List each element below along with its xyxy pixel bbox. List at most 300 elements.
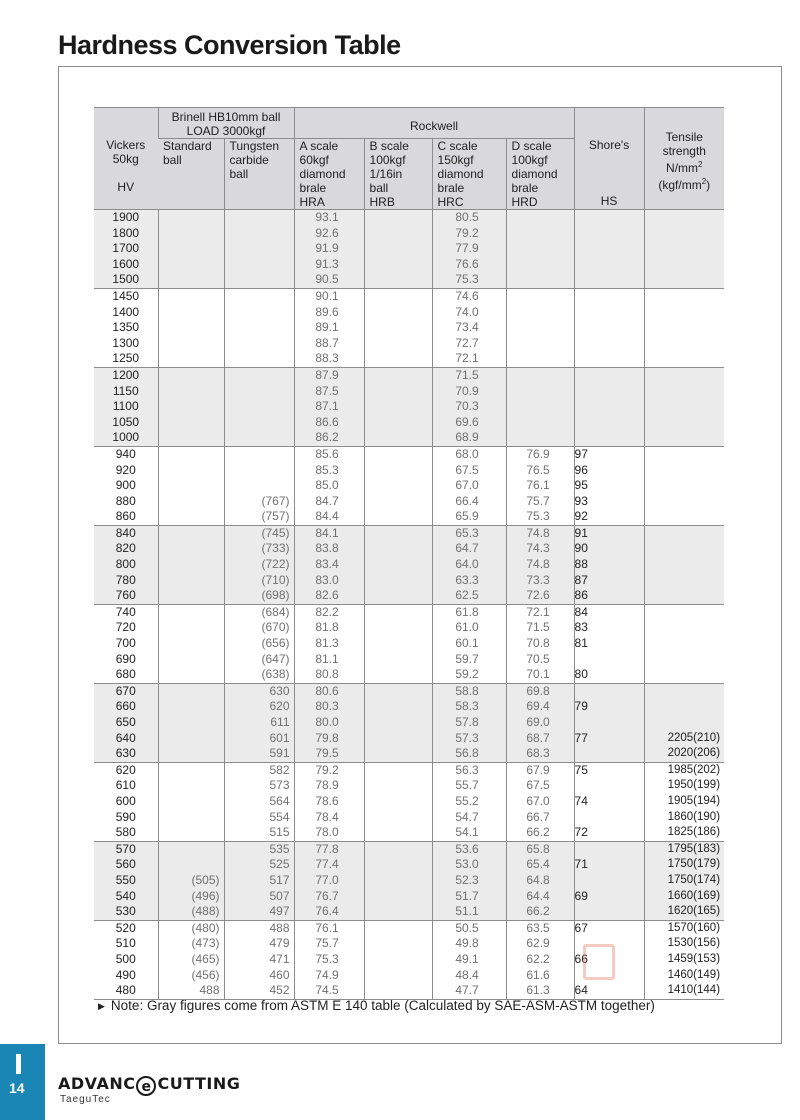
cell-hra: 87.9 xyxy=(294,367,364,383)
cell-hra: 84.7 xyxy=(294,494,364,510)
cell-hra: 90.5 xyxy=(294,272,364,288)
cell-tensile: 1795(183) xyxy=(644,841,724,857)
cell-hrd: 72.6 xyxy=(506,588,574,604)
cell-tungsten-ball: (733) xyxy=(224,541,294,557)
cell-hra: 78.6 xyxy=(294,794,364,810)
cell-standard-ball xyxy=(158,494,224,510)
table-row xyxy=(94,952,724,968)
cell-hs: 97 xyxy=(574,446,644,462)
cell-hrc: 47.7 xyxy=(432,983,506,999)
cell-hrc: 66.4 xyxy=(432,494,506,510)
cell-hrb xyxy=(364,399,432,415)
cell-tensile xyxy=(644,336,724,352)
cell-hrb xyxy=(364,573,432,589)
cell-hrc: 51.7 xyxy=(432,889,506,905)
table-row xyxy=(94,715,724,731)
cell-hrc: 48.4 xyxy=(432,968,506,984)
table-row xyxy=(94,873,724,889)
cell-hs: 92 xyxy=(574,509,644,525)
cell-hrd: 75.3 xyxy=(506,509,574,525)
cell-hra: 81.8 xyxy=(294,620,364,636)
table-row xyxy=(94,541,724,557)
cell-hv: 1700 xyxy=(94,241,158,257)
cell-hra: 93.1 xyxy=(294,210,364,226)
cell-tensile xyxy=(644,351,724,367)
table-row xyxy=(94,351,724,367)
cell-hrc: 64.7 xyxy=(432,541,506,557)
cell-tungsten-ball xyxy=(224,351,294,367)
cell-tungsten-ball: 591 xyxy=(224,746,294,762)
cell-hv: 610 xyxy=(115,778,136,793)
cell-hrc: 68.9 xyxy=(432,430,506,446)
cell-hrb xyxy=(364,588,432,604)
cell-hv: 480 xyxy=(94,983,158,999)
cell-hrc: 54.7 xyxy=(432,810,506,826)
cell-standard-ball xyxy=(158,825,224,841)
cell-hrc: 62.5 xyxy=(432,588,506,604)
table-row xyxy=(94,210,724,226)
cell-tungsten-ball: (757) xyxy=(224,509,294,525)
cell-tungsten-ball: 554 xyxy=(224,810,294,826)
cell-hs: 84 xyxy=(574,604,644,620)
cell-hv: 1100 xyxy=(94,399,158,415)
cell-tungsten-ball xyxy=(224,430,294,446)
footnote xyxy=(98,998,655,1013)
cell-hs: 72 xyxy=(574,825,644,841)
cell-hrd xyxy=(506,430,574,446)
cell-tensile: 1620(165) xyxy=(644,904,724,920)
cell-hrb xyxy=(364,384,432,400)
cell-hrb xyxy=(364,494,432,510)
cell-hs: 79 xyxy=(574,699,644,715)
cell-tensile xyxy=(644,541,724,557)
cell-hv: 1200 xyxy=(94,367,158,383)
cell-tensile: 1985(202) xyxy=(644,762,724,778)
cell-hv: 580 xyxy=(94,825,158,841)
cell-hrc: 53.0 xyxy=(432,857,506,873)
table-row xyxy=(94,762,724,778)
table-row xyxy=(94,825,724,841)
cell-hrb xyxy=(364,241,432,257)
cell-hrd: 69.0 xyxy=(506,715,574,731)
cell-hrd: 65.8 xyxy=(506,841,574,857)
cell-hrc: 54.1 xyxy=(432,825,506,841)
cell-hs xyxy=(574,873,644,889)
cell-standard-ball xyxy=(158,351,224,367)
cell-hra: 89.6 xyxy=(294,305,364,321)
table-row xyxy=(94,430,724,446)
d-scale-header: D scale 100kgf diamond brale HRD xyxy=(506,139,574,210)
cell-hs xyxy=(574,904,644,920)
cell-hrb xyxy=(364,731,432,747)
cell-standard-ball xyxy=(158,272,224,288)
cell-standard-ball xyxy=(158,810,224,826)
cell-hrc: 57.8 xyxy=(432,715,506,731)
cell-hs: 74 xyxy=(574,794,644,810)
cell-hra: 83.4 xyxy=(294,557,364,573)
cell-hrb xyxy=(364,288,432,304)
cell-hrb xyxy=(364,636,432,652)
cell-hrd xyxy=(506,210,574,226)
cell-hv: 940 xyxy=(115,446,136,461)
cell-hrb xyxy=(364,226,432,242)
watermark-icon xyxy=(583,944,615,980)
cell-standard-ball xyxy=(158,305,224,321)
shores-unit: HS xyxy=(600,194,618,208)
cell-tungsten-ball xyxy=(224,399,294,415)
table-row xyxy=(94,920,724,936)
cell-standard-ball xyxy=(158,604,224,620)
cell-hv: 540 xyxy=(94,889,158,905)
cell-hrb xyxy=(364,794,432,810)
cell-hs: 83 xyxy=(574,620,644,636)
cell-hv: 920 xyxy=(115,462,136,477)
cell-tungsten-ball: 488 xyxy=(224,920,294,936)
cell-standard-ball: (505) xyxy=(158,873,224,889)
table-row xyxy=(94,415,724,431)
cell-hrd: 67.5 xyxy=(506,778,574,794)
table-row xyxy=(94,620,724,636)
cell-hrb xyxy=(364,446,432,462)
vickers-unit: HV xyxy=(117,180,135,194)
tensile-header: Tensile strength $N/mm^2$ $(kgf/mm^2)$ xyxy=(644,108,724,210)
cell-hrd: 67.9 xyxy=(506,762,574,778)
cell-tensile xyxy=(644,494,724,510)
cell-hra: 81.1 xyxy=(294,652,364,668)
shores-header: Shore's HS xyxy=(574,108,644,210)
cell-tensile xyxy=(644,699,724,715)
cell-standard-ball xyxy=(158,652,224,668)
cell-hra: 91.3 xyxy=(294,257,364,273)
cell-tensile xyxy=(644,636,724,652)
cell-hrd: 74.3 xyxy=(506,541,574,557)
cell-standard-ball xyxy=(158,762,224,778)
cell-hv: 1050 xyxy=(94,415,158,431)
cell-hrc: 69.6 xyxy=(432,415,506,431)
cell-tensile xyxy=(644,415,724,431)
cell-tensile: 1750(179) xyxy=(644,857,724,873)
cell-hrd xyxy=(506,241,574,257)
table-row xyxy=(94,778,724,794)
cell-hrd: 76.5 xyxy=(506,463,574,479)
cell-standard-ball xyxy=(158,446,224,462)
cell-tensile: 1460(149) xyxy=(644,968,724,984)
cell-hrd: 69.4 xyxy=(506,699,574,715)
cell-hrb xyxy=(364,415,432,431)
cell-hra: 83.8 xyxy=(294,541,364,557)
cell-tensile xyxy=(644,272,724,288)
table-row xyxy=(94,904,724,920)
cell-hra: 78.9 xyxy=(294,778,364,794)
cell-hrb xyxy=(364,210,432,226)
c-scale-header: C scale 150kgf diamond brale HRC xyxy=(432,139,506,210)
cell-hs xyxy=(574,715,644,731)
cell-hrc: 52.3 xyxy=(432,873,506,889)
cell-hrd: 71.5 xyxy=(506,620,574,636)
cell-tungsten-ball xyxy=(224,415,294,431)
cell-hrc: 71.5 xyxy=(432,367,506,383)
cell-hrc: 70.9 xyxy=(432,384,506,400)
cell-hs: 64 xyxy=(574,983,644,999)
table-row xyxy=(94,494,724,510)
cell-hs: 87 xyxy=(574,573,644,589)
cell-standard-ball xyxy=(158,509,224,525)
table-row xyxy=(94,746,724,762)
tungsten-ball-header: Tungsten carbide ball xyxy=(224,139,294,210)
cell-tensile: 1660(169) xyxy=(644,889,724,905)
cell-tungsten-ball: 535 xyxy=(224,841,294,857)
cell-hrb xyxy=(364,889,432,905)
cell-hrb xyxy=(364,272,432,288)
cell-hv: 640 xyxy=(94,731,158,747)
cell-standard-ball xyxy=(158,525,224,541)
cell-hrc: 65.3 xyxy=(432,525,506,541)
cell-tensile: 1570(160) xyxy=(644,920,724,936)
cell-hv: 670 xyxy=(94,683,158,699)
cell-hra: 92.6 xyxy=(294,226,364,242)
cell-hra: 85.3 xyxy=(294,463,364,479)
cell-hra: 80.6 xyxy=(294,683,364,699)
cell-tensile xyxy=(644,573,724,589)
table-row xyxy=(94,810,724,826)
cell-hra: 84.1 xyxy=(294,525,364,541)
cell-hra: 77.8 xyxy=(294,841,364,857)
cell-tensile xyxy=(644,210,724,226)
cell-hrb xyxy=(364,968,432,984)
cell-hs xyxy=(574,652,644,668)
table-row xyxy=(94,588,724,604)
cell-tungsten-ball: 460 xyxy=(224,968,294,984)
table-row xyxy=(94,288,724,304)
cell-standard-ball xyxy=(158,794,224,810)
cell-hs: 75 xyxy=(574,762,644,778)
cell-hrb xyxy=(364,715,432,731)
cell-standard-ball xyxy=(158,683,224,699)
cell-hs xyxy=(574,272,644,288)
cell-hrd: 68.3 xyxy=(506,746,574,762)
table-row xyxy=(94,636,724,652)
cell-hs: 69 xyxy=(574,889,644,905)
cell-hrd: 69.8 xyxy=(506,683,574,699)
cell-hrc: 59.7 xyxy=(432,652,506,668)
cell-tensile xyxy=(644,241,724,257)
cell-hrb xyxy=(364,525,432,541)
cell-tensile: 1950(199) xyxy=(644,778,724,794)
table-row xyxy=(94,257,724,273)
triangle-bullet-icon: ▶ xyxy=(98,1001,105,1011)
cell-tungsten-ball: 515 xyxy=(224,825,294,841)
cell-hrb xyxy=(364,509,432,525)
cell-tungsten-ball xyxy=(224,336,294,352)
cell-tungsten-ball xyxy=(224,463,294,479)
cell-hs xyxy=(574,210,644,226)
cell-hra: 74.5 xyxy=(294,983,364,999)
cell-hrd: 66.2 xyxy=(506,825,574,841)
cell-hs xyxy=(574,226,644,242)
cell-standard-ball xyxy=(158,636,224,652)
cell-hrd: 63.5 xyxy=(506,920,574,936)
cell-tungsten-ball xyxy=(224,241,294,257)
cell-hrd: 66.2 xyxy=(506,904,574,920)
cell-hra: 76.7 xyxy=(294,889,364,905)
cell-hrb xyxy=(364,746,432,762)
table-row xyxy=(94,841,724,857)
cell-hrc: 76.6 xyxy=(432,257,506,273)
cell-hrb xyxy=(364,699,432,715)
cell-hs xyxy=(574,683,644,699)
cell-hv: 1000 xyxy=(94,430,158,446)
cell-tungsten-ball: (698) xyxy=(224,588,294,604)
cell-hrb xyxy=(364,810,432,826)
rockwell-group-header: Rockwell xyxy=(294,108,574,139)
cell-hra: 87.5 xyxy=(294,384,364,400)
cell-hs xyxy=(574,320,644,336)
cell-standard-ball xyxy=(158,541,224,557)
cell-hrd xyxy=(506,384,574,400)
cell-tungsten-ball: 620 xyxy=(224,699,294,715)
cell-tungsten-ball: 582 xyxy=(224,762,294,778)
cell-hrd xyxy=(506,320,574,336)
cell-tensile xyxy=(644,257,724,273)
cell-hra: 82.2 xyxy=(294,604,364,620)
table-row xyxy=(94,525,724,541)
cell-hrc: 64.0 xyxy=(432,557,506,573)
cell-tensile xyxy=(644,478,724,494)
cell-hs: 86 xyxy=(574,588,644,604)
cell-hrd xyxy=(506,305,574,321)
cell-hv: 1400 xyxy=(112,304,140,319)
cell-hrd xyxy=(506,351,574,367)
cell-hrc: 72.7 xyxy=(432,336,506,352)
cell-standard-ball xyxy=(158,478,224,494)
cell-tungsten-ball xyxy=(224,257,294,273)
cell-tungsten-ball xyxy=(224,210,294,226)
cell-tensile: 1905(194) xyxy=(644,794,724,810)
cell-hrd xyxy=(506,272,574,288)
cell-tungsten-ball: 452 xyxy=(224,983,294,999)
cell-hrc: 50.5 xyxy=(432,920,506,936)
cell-hv: 520 xyxy=(115,920,136,935)
cell-hs xyxy=(574,430,644,446)
cell-hs xyxy=(574,810,644,826)
cell-hra: 74.9 xyxy=(294,968,364,984)
cell-hra: 80.3 xyxy=(294,699,364,715)
cell-hv: 800 xyxy=(94,557,158,573)
cell-hs xyxy=(574,241,644,257)
cell-hrd: 74.8 xyxy=(506,525,574,541)
cell-hra: 80.0 xyxy=(294,715,364,731)
table-row xyxy=(94,509,724,525)
cell-hv: 780 xyxy=(94,573,158,589)
table-row xyxy=(94,446,724,462)
cell-tensile xyxy=(644,399,724,415)
hardness-conversion-table xyxy=(94,107,724,1000)
cell-hv: 590 xyxy=(115,809,136,824)
cell-tungsten-ball: (745) xyxy=(224,525,294,541)
cell-hrb xyxy=(364,257,432,273)
table-row xyxy=(94,305,724,321)
cell-hrc: 65.9 xyxy=(432,509,506,525)
cell-hv: 500 xyxy=(115,951,136,966)
cell-standard-ball xyxy=(158,699,224,715)
cell-tensile xyxy=(644,430,724,446)
cell-hrd xyxy=(506,367,574,383)
cell-hra: 81.3 xyxy=(294,636,364,652)
cell-standard-ball: 488 xyxy=(158,983,224,999)
cell-hrd: 62.2 xyxy=(506,952,574,968)
cell-hv: 1800 xyxy=(94,226,158,242)
cell-hv: 620 xyxy=(115,762,136,777)
cell-hs: 77 xyxy=(574,731,644,747)
cell-hra: 88.3 xyxy=(294,351,364,367)
cell-tungsten-ball: (638) xyxy=(224,667,294,683)
cell-standard-ball xyxy=(158,320,224,336)
table-row xyxy=(94,968,724,984)
cell-standard-ball xyxy=(158,336,224,352)
cell-hrb xyxy=(364,667,432,683)
cell-hv: 690 xyxy=(115,651,136,666)
cell-tungsten-ball: 525 xyxy=(224,857,294,873)
table-row xyxy=(94,320,724,336)
cell-hv: 490 xyxy=(115,967,136,982)
cell-tungsten-ball xyxy=(224,305,294,321)
cell-hrd: 70.8 xyxy=(506,636,574,652)
cell-tensile xyxy=(644,604,724,620)
cell-hrc: 80.5 xyxy=(432,210,506,226)
cell-hv: 820 xyxy=(94,541,158,557)
cell-hv: 510 xyxy=(115,936,136,951)
table-row xyxy=(94,794,724,810)
cell-tungsten-ball: (767) xyxy=(224,494,294,510)
table-body xyxy=(94,210,724,1000)
cell-hrb xyxy=(364,683,432,699)
table-row xyxy=(94,667,724,683)
cell-hs: 71 xyxy=(574,857,644,873)
cell-hrd: 61.3 xyxy=(506,983,574,999)
cell-hs xyxy=(574,367,644,383)
page-title: Hardness Conversion Table xyxy=(58,30,401,60)
cell-tensile xyxy=(644,620,724,636)
cell-tensile xyxy=(644,288,724,304)
cell-hs: 88 xyxy=(574,557,644,573)
cell-hv: 720 xyxy=(115,620,136,635)
cell-hs xyxy=(574,288,644,304)
table-row xyxy=(94,367,724,383)
cell-tensile xyxy=(644,683,724,699)
cell-hs: 67 xyxy=(574,920,644,936)
cell-hrb xyxy=(364,778,432,794)
table-row xyxy=(94,336,724,352)
cell-hs: 91 xyxy=(574,525,644,541)
cell-tungsten-ball: 507 xyxy=(224,889,294,905)
cell-hrb xyxy=(364,873,432,889)
cell-hrb xyxy=(364,936,432,952)
cell-standard-ball xyxy=(158,667,224,683)
cell-hrd: 70.5 xyxy=(506,652,574,668)
cell-standard-ball: (456) xyxy=(158,968,224,984)
cell-hrb xyxy=(364,478,432,494)
cell-tensile xyxy=(644,652,724,668)
cell-hrb xyxy=(364,336,432,352)
cell-tensile: 1860(190) xyxy=(644,810,724,826)
cell-hrd: 64.8 xyxy=(506,873,574,889)
vickers-header: Vickers 50kg HV xyxy=(94,108,158,210)
cell-tungsten-ball: (670) xyxy=(224,620,294,636)
cell-standard-ball xyxy=(158,778,224,794)
table-row xyxy=(94,857,724,873)
cell-hrc: 58.8 xyxy=(432,683,506,699)
cell-hra: 77.0 xyxy=(294,873,364,889)
